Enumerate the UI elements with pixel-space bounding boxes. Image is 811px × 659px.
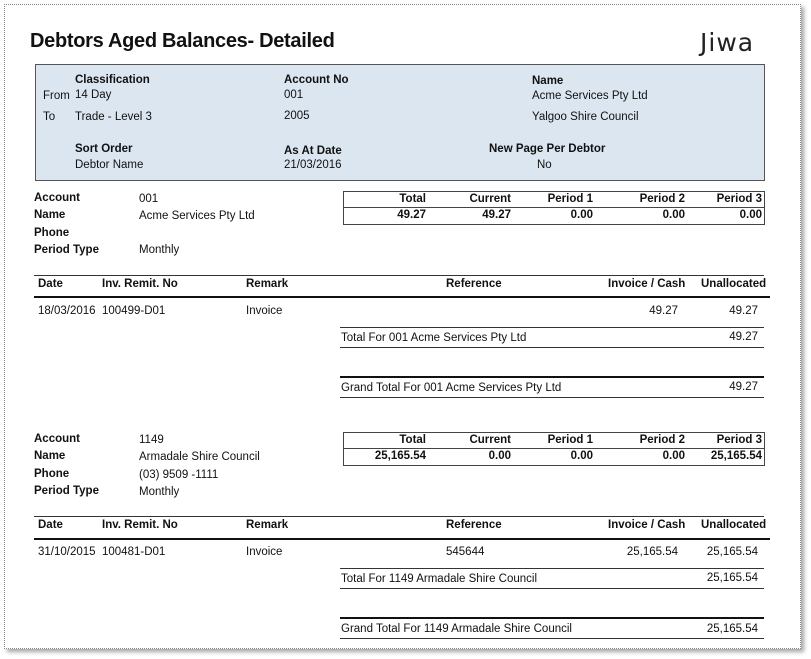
name-from: Acme Services Pty Ltd [532,90,648,102]
aging-period1-label: Period 1 [547,434,593,446]
sort-order-value: Debtor Name [75,159,144,171]
txn-1-remark: Invoice [246,305,283,317]
grand-1-value: 49.27 [729,381,758,393]
aging-period2-value: 0.00 [662,450,685,462]
header-bottom-rule [34,538,770,540]
aging-current-label: Current [469,193,511,205]
col-date-header: Date [38,278,63,290]
col-invoice-cash-header: Invoice / Cash [608,519,686,531]
as-at-date-value: 21/03/2016 [284,159,342,171]
debtor-2-name: Armadale Shire Council [139,451,260,463]
grand-2-label: Grand Total For 1149 Armadale Shire Council [341,623,572,635]
grand-1-bottom-rule [340,397,764,398]
debtor-1-account-label: Account [34,192,80,204]
total-2-top-rule [340,568,764,569]
debtor-1-phone-label: Phone [34,227,70,239]
jiwa-logo: Jiwa [700,28,755,57]
col-remark-header: Remark [246,278,289,290]
debtor-1-name: Acme Services Pty Ltd [139,210,255,222]
account-from: 001 [284,89,304,101]
grand-2-bottom-rule [340,638,764,639]
col-invoice-cash-header: Invoice / Cash [608,278,686,290]
account-no-label: Account No [284,74,349,86]
aging-current-label: Current [469,434,511,446]
debtor-1-period-type: Monthly [139,244,180,256]
txn-2-remark: Invoice [246,546,283,558]
new-page-value: No [537,159,552,171]
txn-2-inv: 100481-D01 [102,546,166,558]
classification-to: Trade - Level 3 [75,111,152,123]
grand-1-label: Grand Total For 001 Acme Services Pty Ltd [341,382,562,394]
aging-total-value: 49.27 [397,209,426,221]
name-label: Name [532,75,564,87]
debtor-2-account-label: Account [34,433,80,445]
to-label: To [43,111,56,123]
total-2-label: Total For 1149 Armadale Shire Council [341,573,538,585]
account-to: 2005 [284,110,310,122]
header-top-rule [34,516,764,517]
debtor-1-period-type-label: Period Type [34,244,99,256]
debtor-2-phone: (03) 9509 -1111 [139,469,219,481]
aging-period1-label: Period 1 [547,193,593,205]
debtor-2-aging-box [343,432,765,466]
aging-period2-label: Period 2 [639,193,685,205]
txn-1-invoice-cash: 49.27 [649,305,678,317]
debtor-1-account: 001 [139,193,159,205]
aging-period3-label: Period 3 [716,193,762,205]
name-to: Yalgoo Shire Council [532,111,639,123]
txn-1-date: 18/03/2016 [38,305,96,317]
txn-2-reference: 545644 [446,546,485,558]
total-1-value: 49.27 [729,331,758,343]
txn-2-unallocated: 25,165.54 [706,546,758,558]
txn-2-invoice-cash: 25,165.54 [626,546,678,558]
header-top-rule [34,275,764,276]
aging-period3-value: 25,165.54 [710,450,762,462]
col-inv-header: Inv. Remit. No [102,519,178,531]
col-reference-header: Reference [446,519,502,531]
sort-order-label: Sort Order [75,143,133,155]
debtor-2-period-type: Monthly [139,486,180,498]
debtor-2-name-label: Name [34,450,66,462]
aging-period2-label: Period 2 [639,434,685,446]
debtor-2-phone-label: Phone [34,468,70,480]
grand-2-value: 25,165.54 [706,623,758,635]
aging-current-value: 49.27 [482,209,511,221]
total-2-bottom-rule [340,588,764,589]
aging-total-label: Total [399,193,426,205]
total-2-value: 25,165.54 [706,572,758,584]
col-unallocated-header: Unallocated [701,278,767,290]
total-1-top-rule [340,327,764,328]
grand-2-top-rule [340,617,764,619]
debtor-2-period-type-label: Period Type [34,485,99,497]
debtor-1-aging-box [343,191,765,225]
col-inv-header: Inv. Remit. No [102,278,178,290]
total-1-bottom-rule [340,347,764,348]
aging-current-value: 0.00 [488,450,511,462]
aging-total-label: Total [399,434,426,446]
as-at-date-label: As At Date [284,145,342,157]
col-date-header: Date [38,519,63,531]
txn-1-unallocated: 49.27 [729,305,758,317]
aging-period3-value: 0.00 [739,209,762,221]
from-label: From [43,90,70,102]
col-reference-header: Reference [446,278,502,290]
aging-period1-value: 0.00 [570,209,593,221]
txn-1-inv: 100499-D01 [102,305,166,317]
total-1-label: Total For 001 Acme Services Pty Ltd [341,332,527,344]
aging-period3-label: Period 3 [716,434,762,446]
aging-total-value: 25,165.54 [374,450,426,462]
new-page-label: New Page Per Debtor [489,143,606,155]
debtor-2-account: 1149 [139,434,164,446]
classification-from: 14 Day [75,89,112,101]
debtor-1-name-label: Name [34,209,66,221]
report-title: Debtors Aged Balances- Detailed [30,30,335,52]
header-bottom-rule [34,296,770,298]
col-unallocated-header: Unallocated [701,519,767,531]
grand-1-top-rule [340,376,764,378]
aging-period2-value: 0.00 [662,209,685,221]
aging-period1-value: 0.00 [570,450,593,462]
classification-label: Classification [75,74,150,86]
txn-2-date: 31/10/2015 [38,546,96,558]
col-remark-header: Remark [246,519,289,531]
